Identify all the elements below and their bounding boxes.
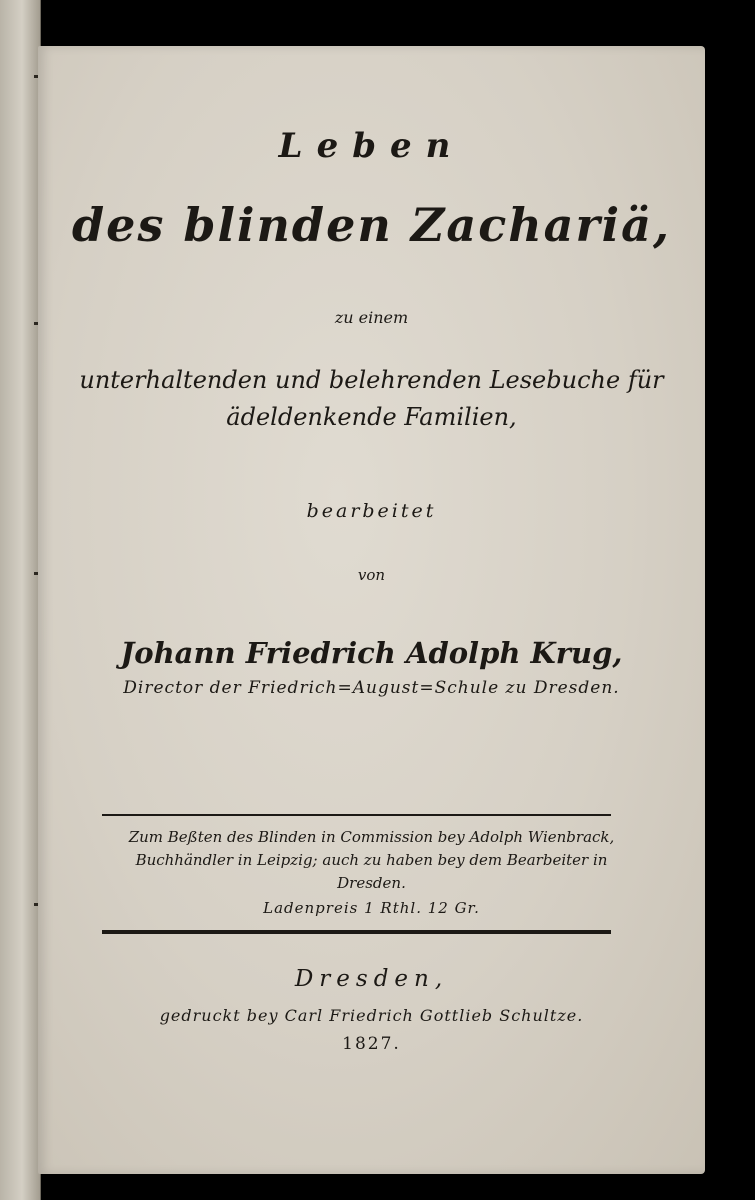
price-line: Ladenpreis 1 Rthl. 12 Gr. xyxy=(263,899,480,917)
imprint-place: Dresden, xyxy=(294,966,449,992)
divider-top xyxy=(102,814,611,816)
divider-bottom xyxy=(102,930,611,934)
author-role: Director der Friedrich=August=Schule zu Dresden. xyxy=(123,678,620,698)
sale-note-line-1: Zum Beßten des Blinden in Commission bey Adolph Wienbrack, xyxy=(128,828,615,846)
title-line-2: des blinden Zachariä, xyxy=(72,198,671,252)
author-name: Johann Friedrich Adolph Krug, xyxy=(120,636,623,670)
edited-label: bearbeitet xyxy=(306,500,437,522)
title-page xyxy=(38,46,705,1174)
subtitle-line-1: unterhaltenden und belehrenden Lesebuche für xyxy=(79,366,664,394)
title-line-1: Leben xyxy=(278,126,465,166)
by-label: von xyxy=(357,566,386,584)
sale-note-line-3: Dresden. xyxy=(337,874,406,892)
subtitle-intro: zu einem xyxy=(334,308,409,327)
imprint-printer: gedruckt bey Carl Friedrich Gottlieb Schultze. xyxy=(159,1006,584,1025)
book-spine xyxy=(0,0,41,1200)
sale-note-line-2: Buchhändler in Leipzig; auch zu haben bey dem Bearbeiter in xyxy=(135,851,608,869)
subtitle-line-2: ädeldenkende Familien, xyxy=(226,403,517,431)
imprint-year: 1827. xyxy=(342,1034,401,1054)
